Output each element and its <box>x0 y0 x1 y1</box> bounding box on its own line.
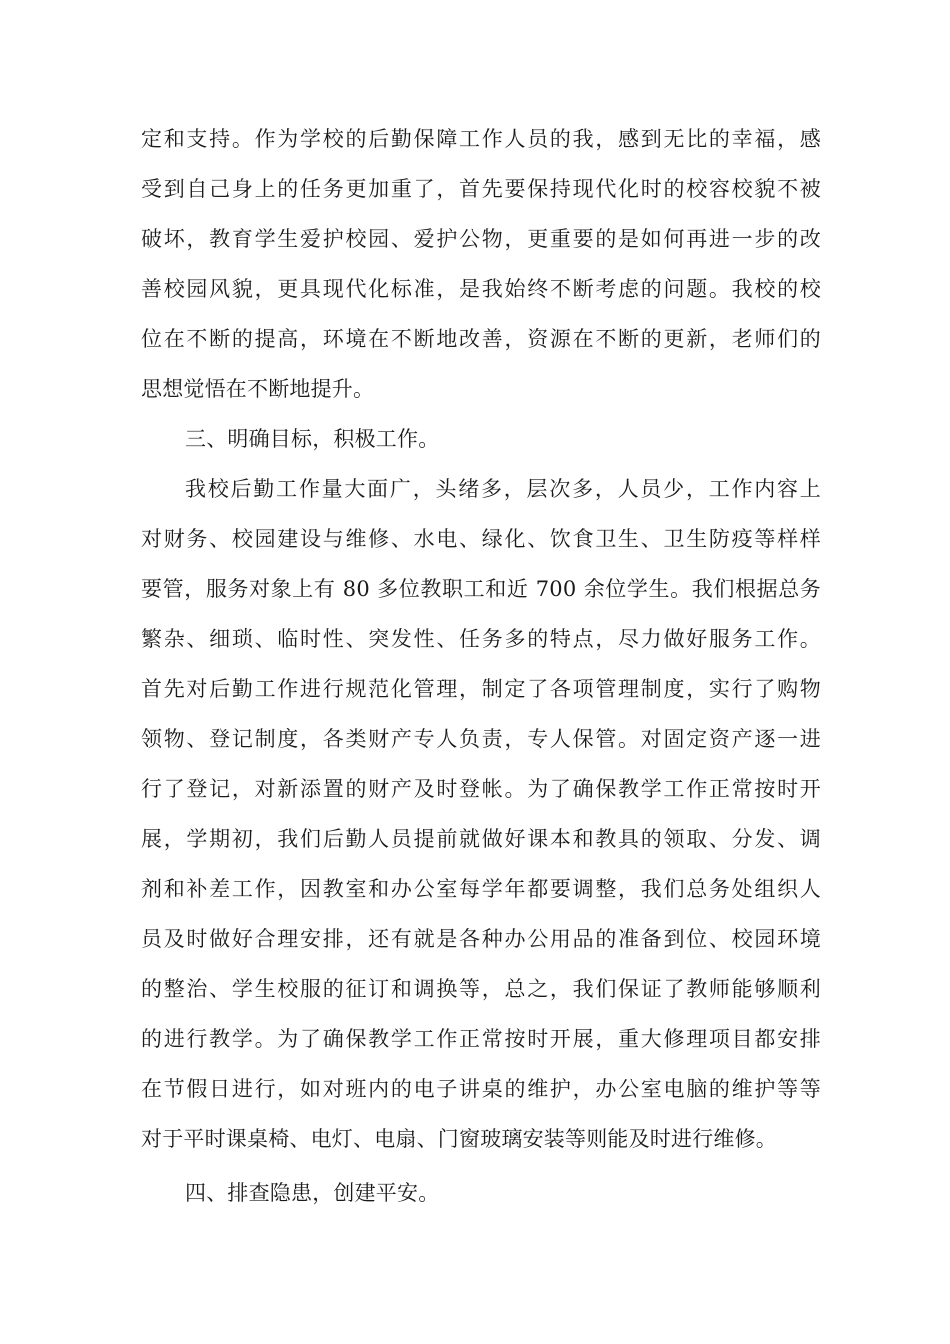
text-line: 思想觉悟在不断地提升。 <box>141 377 375 401</box>
section-heading-4 <box>141 1168 821 1218</box>
text-line: 员及时做好合理安排，还有就是各种办公用品的准备到位、校园环境 <box>141 927 821 951</box>
text-line: 在节假日进行，如对班内的电子讲桌的维护，办公室电脑的维护等等 <box>141 1077 821 1101</box>
text-line: 的整治、学生校服的征订和调换等，总之，我们保证了教师能够顺利 <box>141 977 821 1001</box>
text-line: 首先对后勤工作进行规范化管理，制定了各项管理制度，实行了购物 <box>141 677 821 701</box>
text-line: 的进行教学。为了确保教学工作正常按时开展，重大修理项目都安排 <box>141 1027 821 1051</box>
text-line: 定和支持。作为学校的后勤保障工作人员的我，感到无比的幸福，感 <box>141 127 821 151</box>
text-line: 位在不断的提高，环境在不断地改善，资源在不断的更新，老师们的 <box>141 327 821 351</box>
text-line: 剂和补差工作，因教室和办公室每学年都要调整，我们总务处组织人 <box>141 877 821 901</box>
text-line: 领物、登记制度，各类财产专人负责，专人保管。对固定资产逐一进 <box>141 727 821 751</box>
paragraph-logistics <box>141 464 821 1164</box>
text-line: 繁杂、细琐、临时性、突发性、任务多的特点，尽力做好服务工作。 <box>141 627 821 651</box>
section-heading-3 <box>141 414 821 464</box>
text-line: 展，学期初，我们后勤人员提前就做好课本和教具的领取、分发、调 <box>141 827 821 851</box>
paragraph-continued <box>141 114 821 414</box>
text-line: 对财务、校园建设与维修、水电、绿化、饮食卫生、卫生防疫等样样 <box>141 527 821 551</box>
text-line: 要管，服务对象上有 80 多位教职工和近 700 余位学生。我们根据总务 <box>141 577 821 601</box>
text-line: 对于平时课桌椅、电灯、电扇、门窗玻璃安装等则能及时进行维修。 <box>141 1127 777 1151</box>
text-line: 我校后勤工作量大面广，头绪多，层次多，人员少，工作内容上 <box>185 477 821 501</box>
text-line: 受到自己身上的任务更加重了，首先要保持现代化时的校容校貌不被 <box>141 177 821 201</box>
text-line: 行了登记，对新添置的财产及时登帐。为了确保教学工作正常按时开 <box>141 777 821 801</box>
text-line: 破坏，教育学生爱护校园、爱护公物，更重要的是如何再进一步的改 <box>141 227 821 251</box>
text-line: 善校园风貌，更具现代化标准，是我始终不断考虑的问题。我校的校 <box>141 277 821 301</box>
heading-text: 四、排查隐患，创建平安。 <box>185 1181 440 1205</box>
heading-text: 三、明确目标，积极工作。 <box>185 427 440 451</box>
